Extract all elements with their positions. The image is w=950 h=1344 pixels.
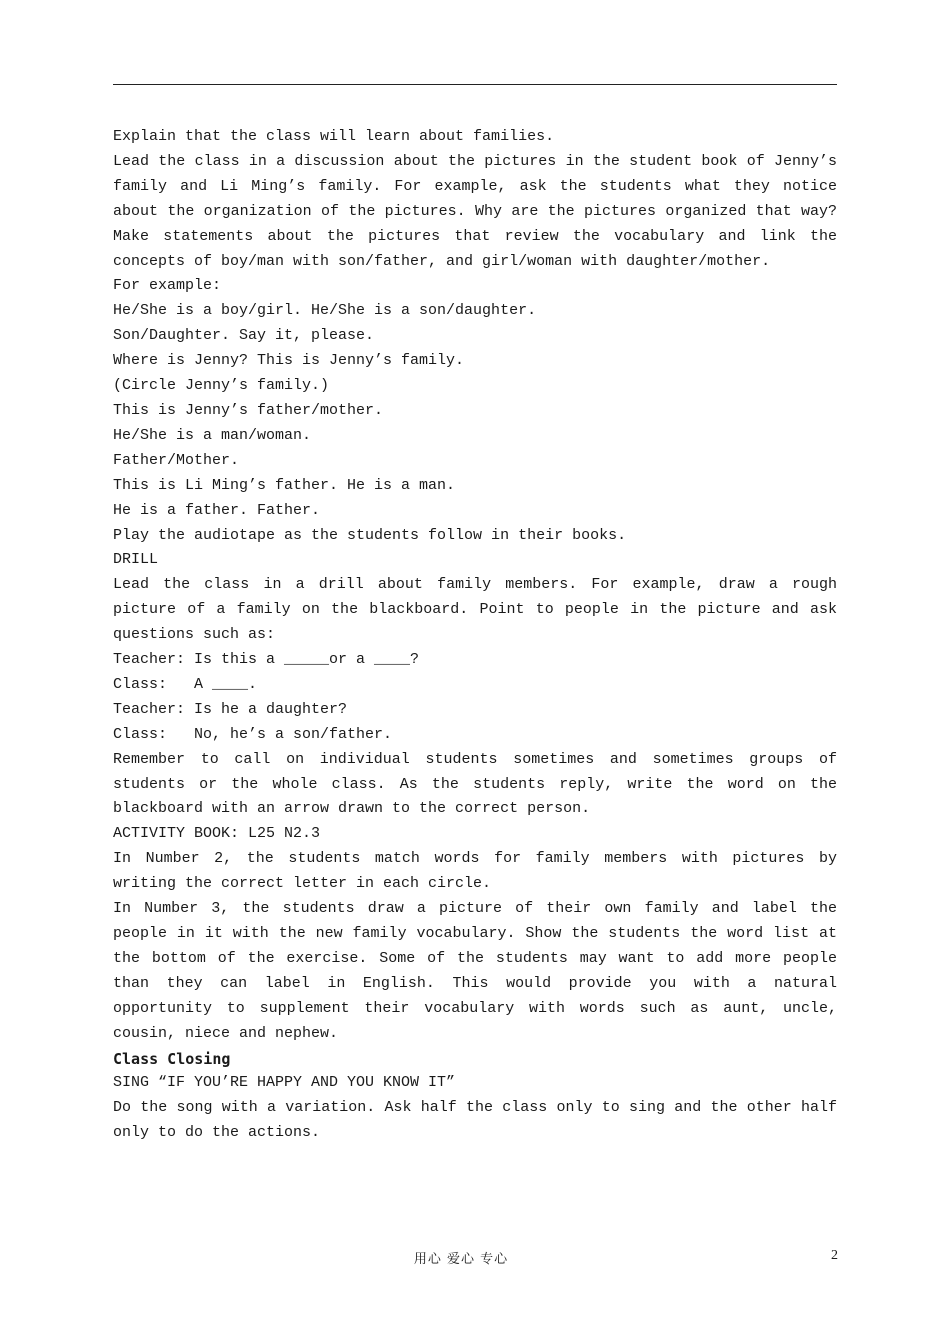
dialogue-line: Teacher: Is he a daughter? bbox=[113, 700, 348, 718]
text-line: Play the audiotape as the students follow in their books. bbox=[113, 526, 627, 544]
paragraph: Remember to call on individual students sometimes and sometimes groups of students or the whole class. As the students reply, write the word on the blackboard with an arrow drawn to the correct person. bbox=[113, 750, 837, 818]
paragraph: Do the song with a variation. Ask half the class only to sing and the other half only to do the actions. bbox=[113, 1099, 837, 1142]
section-label: ACTIVITY BOOK: L25 N2.3 bbox=[113, 825, 321, 843]
text-line: Explain that the class will learn about families. bbox=[113, 128, 555, 145]
paragraph: In Number 2, the students match words for family members with pictures by writing the correct letter in each circle. bbox=[113, 850, 837, 893]
section-label: DRILL bbox=[113, 551, 159, 569]
dialogue-line: Teacher: Is this a _____or a ____? bbox=[113, 651, 420, 669]
text-line: Father/Mother. bbox=[113, 451, 240, 469]
paragraph: Lead the class in a drill about family members. For example, draw a rough picture of a family on the blackboard. Point to people in the picture and ask questions such as: bbox=[113, 576, 837, 644]
text-line: This is Jenny’s father/mother. bbox=[113, 401, 384, 419]
header-rule bbox=[113, 84, 837, 85]
text-line: He is a father. Father. bbox=[113, 501, 321, 519]
dialogue-line: Class: A ____. bbox=[113, 675, 258, 693]
text-line: For example: bbox=[113, 277, 222, 295]
footer-motto: 用心 爱心 专心 bbox=[413, 1252, 509, 1267]
dialogue-line: Class: No, he’s a son/father. bbox=[113, 725, 393, 743]
text-line: He/She is a boy/girl. He/She is a son/daughter. bbox=[113, 302, 537, 320]
text-line: (Circle Jenny’s family.) bbox=[113, 377, 330, 395]
section-label: SING “IF YOU’RE HAPPY AND YOU KNOW IT” bbox=[113, 1074, 456, 1092]
text-line: Where is Jenny? This is Jenny’s family. bbox=[113, 352, 465, 370]
paragraph: In Number 3, the students draw a picture of their own family and label the people in it with the new family vocabulary. Show the students the word list at the bottom of the exercise. Some of the students may want to add more people than they can label in English. This would provide you with a natural opportunity to supplement their vocabulary with words such as aunt, uncle, cousin, niece and nephew. bbox=[113, 900, 837, 1042]
page-number: 2 bbox=[831, 1248, 838, 1263]
text-line: This is Li Ming’s father. He is a man. bbox=[113, 476, 456, 494]
text-line: He/She is a man/woman. bbox=[113, 426, 312, 444]
section-heading: Class Closing bbox=[113, 1049, 231, 1068]
paragraph: Lead the class in a discussion about the pictures in the student book of Jenny’s family and Li Ming’s family. For example, ask the students what they notice about the organization of the pictures. Why are the pictures organized that way? Make statements about the pictures that review the vocabulary and link the concepts of boy/man with son/father, and girl/woman with daughter/mother. bbox=[113, 152, 837, 270]
document-body bbox=[113, 125, 837, 1146]
text-line: Son/Daughter. Say it, please. bbox=[113, 327, 375, 345]
